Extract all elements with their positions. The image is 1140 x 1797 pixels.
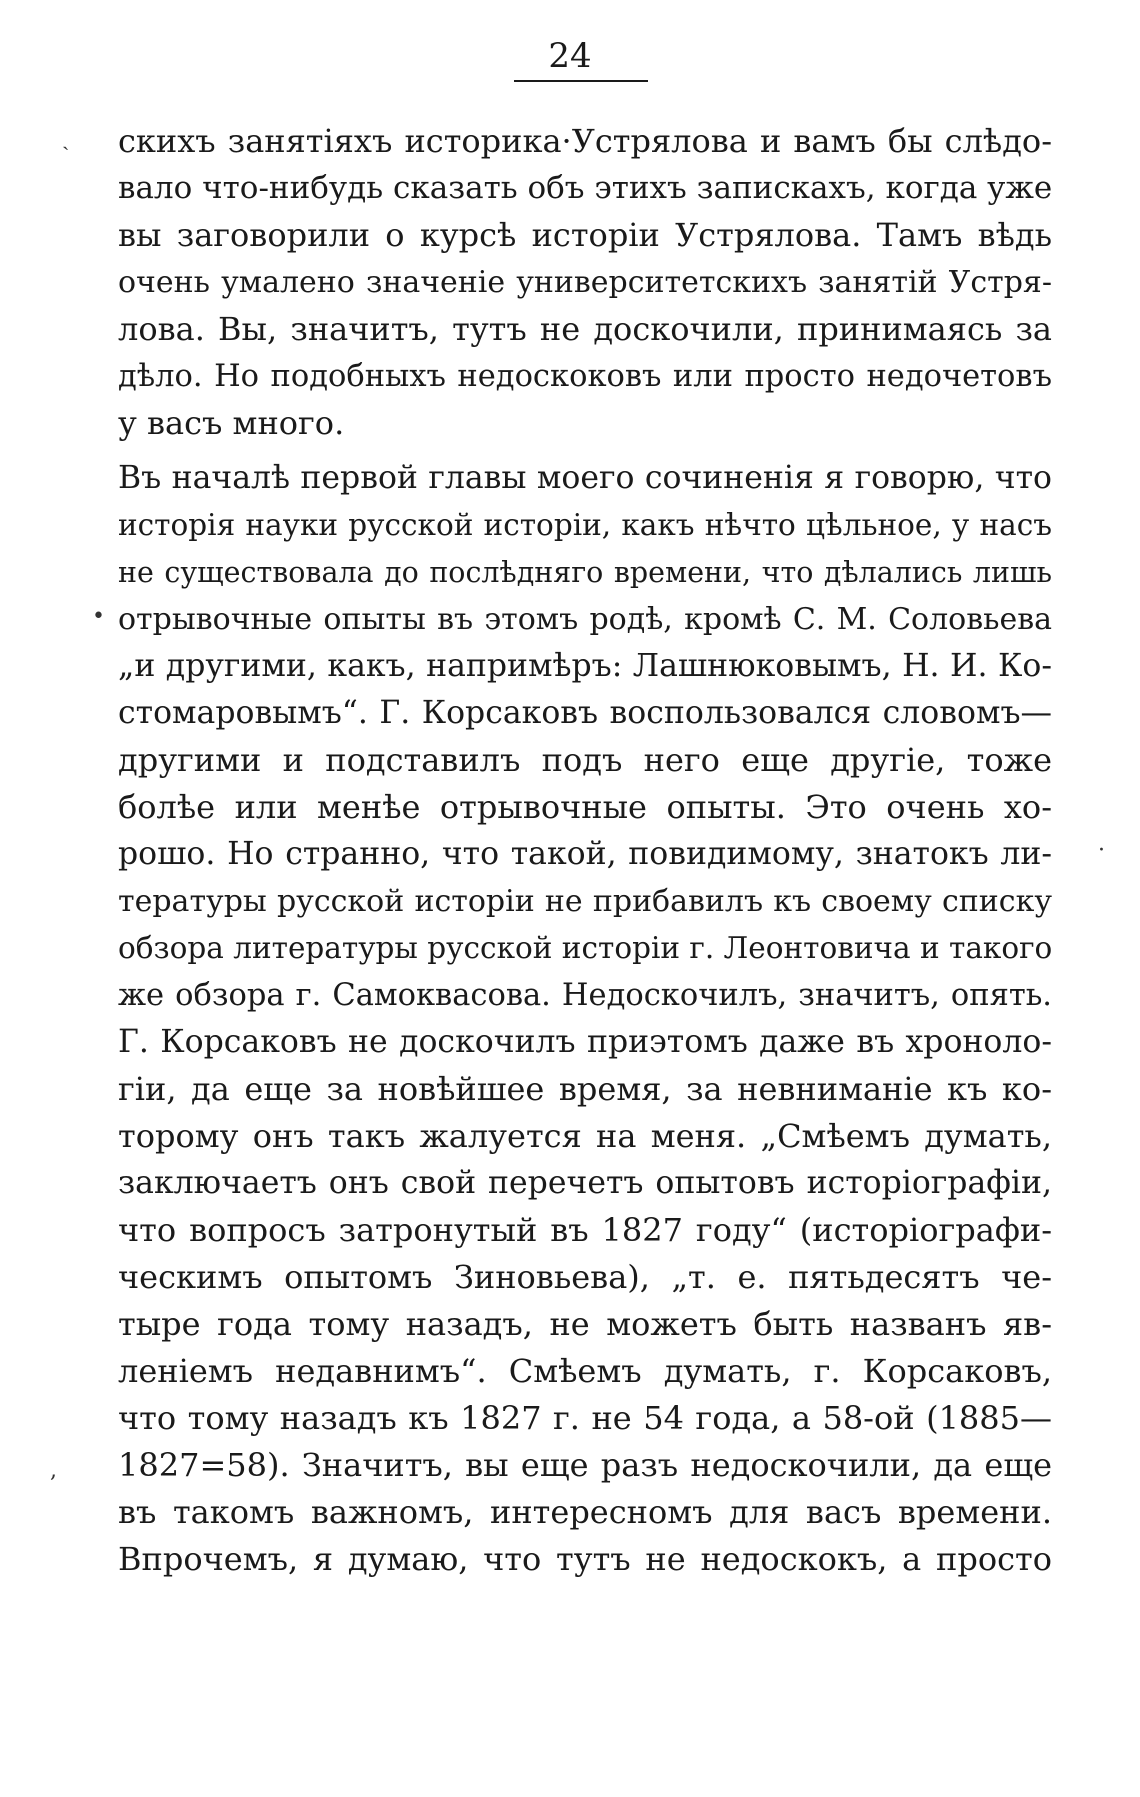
margin-mark: • [92,604,105,629]
text-line: отрывочные опыты въ этомъ родѣ, кромѣ С. М. Соловьева [118,602,1052,637]
header-rule [514,80,648,82]
text-line: 1827=58). Значитъ, вы еще разъ недоскочили, да еще [118,1446,1052,1484]
margin-mark: · [1098,838,1105,863]
text-line: скихъ занятіяхъ историка·Устрялова и вамъ бы слѣдо- [118,122,1052,160]
paragraph-gap [118,447,1052,455]
body-text [118,118,1052,1583]
text-line: дѣло. Но подобныхъ недоскоковъ или просто недочетовъ [118,359,1052,394]
text-line: лова. Вы, значитъ, тутъ не доскочили, принимаясь за [118,310,1052,348]
text-line: очень умалено значеніе университетскихъ занятій Устря- [118,265,1052,300]
margin-mark: ˎ [62,126,70,151]
text-line: торому онъ такъ жалуется на меня. „Смѣемъ думать, [118,1117,1052,1155]
text-line: вало что-нибудь сказать объ этихъ запискахъ, когда уже [118,170,1053,206]
text-line: стомаровымъ“. Г. Корсаковъ воспользовался словомъ— [118,695,1052,731]
text-line: что тому назадъ къ 1827 г. не 54 года, а 58-ой (1885— [118,1399,1052,1437]
text-line: Г. Корсаковъ не доскочилъ приэтомъ даже въ хроноло- [118,1024,1052,1060]
text-line: у васъ много. [118,404,345,442]
paragraph-2 [118,455,1052,1583]
text-line: же обзора г. Самоквасова. Недоскочилъ, значитъ, опять. [118,978,1052,1013]
text-line: что вопросъ затронутый въ 1827 году“ (исторіографи- [118,1211,1052,1249]
text-line: болѣе или менѣе отрывочные опыты. Это очень хо- [118,788,1052,826]
page-number: 24 [548,36,592,76]
text-line: не существовала до послѣдняго времени, что дѣлались лишь [118,556,1052,589]
paragraph-1 [118,118,1052,447]
text-line: рошо. Но странно, что такой, повидимому, знатокъ ли- [118,836,1052,872]
text-line: Впрочемъ, я думаю, что тутъ не недоскокъ, а просто [118,1540,1052,1578]
text-line: обзора литературы русской исторіи г. Леонтовича и такого [118,931,1053,965]
text-line: тературы русской исторіи не прибавилъ къ своему списку [118,884,1052,919]
text-line: гіи, да еще за новѣйшее время, за невниманіе къ ко- [118,1070,1052,1108]
text-line: исторія науки русской исторіи, какъ нѣчто цѣльное, у насъ [118,508,1052,542]
margin-mark: , [50,1458,57,1483]
text-line: тыре года тому назадъ, не можетъ быть названъ яв- [118,1305,1052,1343]
text-line: „и другими, какъ, напримѣръ: Лашнюковымъ, Н. И. Ко- [118,648,1052,684]
text-line: ческимъ опытомъ Зиновьева), „т. е. пятьдесятъ че- [118,1258,1052,1296]
text-line: заключаетъ онъ свой перечетъ опытовъ исторіографіи, [118,1165,1052,1201]
text-line: леніемъ недавнимъ“. Смѣемъ думать, г. Корсаковъ, [118,1352,1052,1390]
text-line: вы заговорили о курсѣ исторіи Устрялова. Тамъ вѣдь [118,216,1052,254]
text-line: Въ началѣ первой главы моего сочиненія я говорю, что [118,460,1052,496]
text-line: въ такомъ важномъ, интересномъ для васъ времени. [118,1493,1052,1531]
text-line: другими и подставилъ подъ него еще другіе, тоже [118,741,1052,779]
